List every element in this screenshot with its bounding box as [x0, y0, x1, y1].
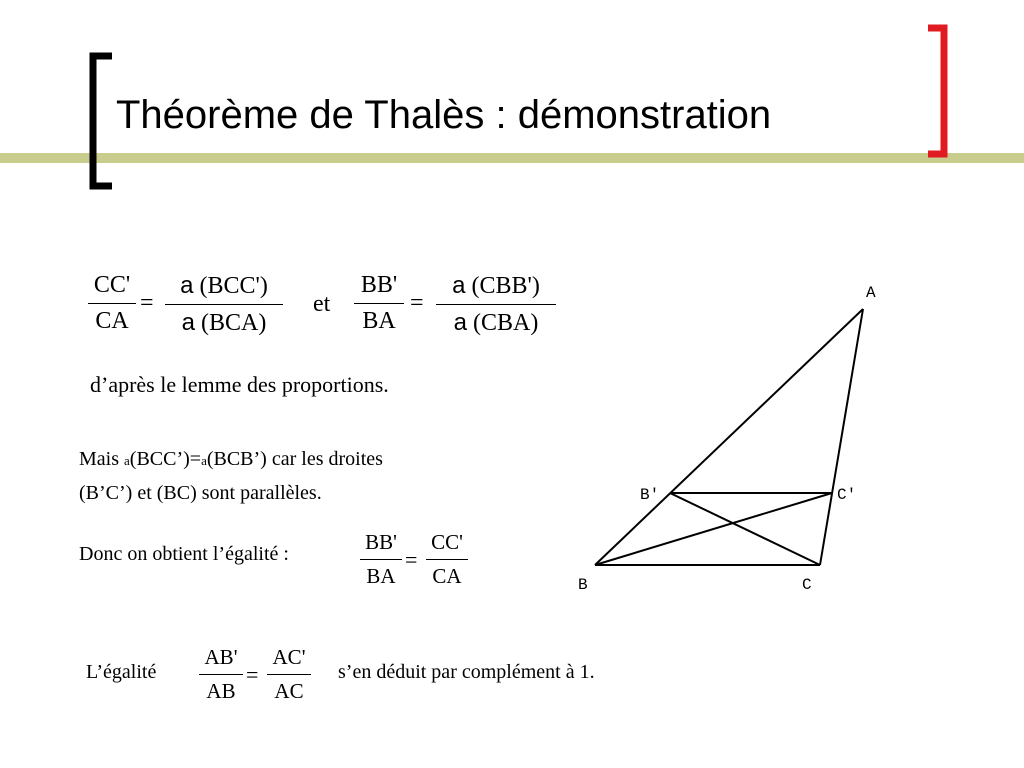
point-label-c-prime: C' — [837, 486, 857, 504]
text-part: (BCB’) car les droites — [206, 448, 383, 470]
point-label-b: B — [578, 576, 588, 594]
parallel-reason-line2: (B’C’) et (BC) sont parallèles. — [79, 482, 322, 504]
angle-name: (BCA) — [201, 310, 267, 336]
angle-symbol: a — [124, 453, 130, 468]
equals-sign: = — [405, 547, 418, 572]
text-part: (BCC’)= — [129, 448, 202, 470]
denominator: BA — [362, 308, 396, 334]
segment-ba — [595, 309, 863, 565]
angle-symbol: a — [452, 272, 466, 299]
legalite-prefix: L’égalité — [86, 661, 157, 683]
equals-sign: = — [410, 290, 424, 316]
denominator: CA — [432, 564, 462, 588]
angle-symbol: a — [453, 309, 467, 336]
denominator: CA — [95, 308, 129, 334]
legalite-suffix: s’en déduit par complément à 1. — [338, 661, 595, 683]
et-label: et — [313, 291, 331, 317]
denominator: BA — [366, 564, 396, 588]
numerator: BB' — [365, 530, 397, 554]
numerator: CC' — [431, 530, 463, 554]
angle-symbol: a — [201, 453, 207, 468]
equals-sign: = — [246, 662, 259, 687]
segment-ac — [820, 309, 863, 565]
angle-symbol: a — [180, 272, 194, 299]
equals-sign: = — [140, 290, 154, 316]
angle-name: (CBB') — [471, 273, 540, 299]
lemma-text: d’après le lemme des proportions. — [90, 372, 389, 397]
point-label-a: A — [866, 284, 876, 302]
donc-text: Donc on obtient l’égalité : — [79, 543, 289, 565]
angle-symbol: a — [181, 309, 195, 336]
text-part: Mais — [79, 448, 124, 470]
angle-name: (BCC') — [199, 273, 268, 299]
numerator: CC' — [93, 272, 131, 298]
numerator: AC' — [272, 645, 306, 669]
angle-name: (CBA) — [473, 310, 539, 336]
denominator: AB — [206, 679, 236, 703]
point-label-b-prime: B' — [640, 486, 660, 504]
slide-title: Théorème de Thalès : démonstration — [116, 93, 772, 137]
numerator: BB' — [360, 272, 398, 298]
denominator: AC — [274, 679, 304, 703]
numerator: AB' — [204, 645, 238, 669]
point-label-c: C — [802, 576, 812, 594]
